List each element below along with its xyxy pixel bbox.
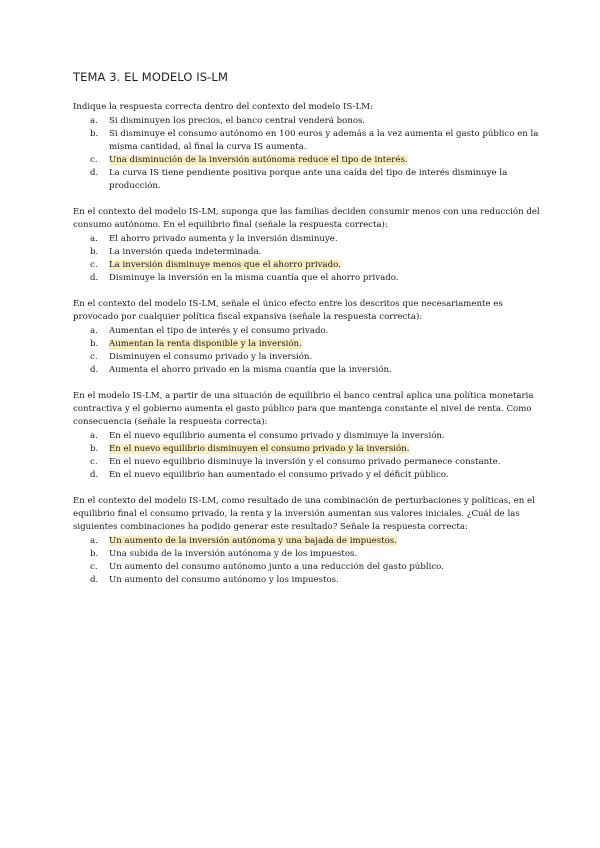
answer-option — [90, 115, 540, 128]
option-text: Si disminuyen los precios, el banco central venderá bonos. — [109, 116, 366, 126]
question-block — [73, 206, 540, 285]
answer-option — [90, 469, 540, 482]
answer-option — [90, 561, 540, 574]
question-stem: En el contexto del modelo IS-LM, suponga que las familias deciden consumir menos con una reducción del consumo autónomo. En el equilibrio final (señale la respuesta correcta): — [73, 207, 540, 230]
option-letter: d. — [90, 273, 99, 283]
option-letter: a. — [90, 116, 98, 126]
option-letter: c. — [90, 260, 98, 270]
option-text: Aumentan la renta disponible y la inversión. — [109, 339, 302, 349]
option-text: Una disminución de la inversión autónoma reduce el tipo de interés. — [109, 155, 408, 165]
option-letter: c. — [90, 562, 98, 572]
option-text: Aumentan el tipo de interés y el consumo privado. — [109, 326, 329, 336]
option-letter: c. — [90, 457, 98, 467]
question-stem: En el contexto del modelo IS-LM, señale el único efecto entre los descritos que necesariamente es provocado por cualquier política fiscal expansiva (señale la respuesta correcta): — [73, 299, 503, 322]
option-text: Una subida de la inversión autónoma y de los impuestos. — [109, 549, 358, 559]
option-text: En el nuevo equilibrio disminuyen el consumo privado y la inversión. — [109, 444, 410, 454]
option-text: Aumenta el ahorro privado en la misma cuantía que la inversión. — [109, 365, 392, 375]
answer-option — [90, 456, 540, 469]
option-letter: a. — [90, 536, 98, 546]
option-text: Disminuye la inversión en la misma cuantía que el ahorro privado. — [109, 273, 399, 283]
option-text: La curva IS tiene pendiente positiva porque ante una caída del tipo de interés disminuye la producción. — [109, 168, 508, 191]
page-title: TEMA 3. EL MODELO IS-LM — [73, 70, 228, 84]
option-text: Un aumento del consumo autónomo y los impuestos. — [109, 575, 339, 585]
option-list — [73, 535, 540, 587]
answer-option-highlighted — [90, 154, 540, 167]
option-letter: b. — [90, 247, 99, 257]
question-block — [73, 495, 540, 587]
answer-option — [90, 233, 540, 246]
question-block — [73, 390, 540, 482]
question-stem: Indique la respuesta correcta dentro del contexto del modelo IS-LM: — [73, 102, 373, 112]
answer-option — [90, 325, 540, 338]
option-text: En el nuevo equilibrio aumenta el consumo privado y disminuye la inversión. — [109, 431, 445, 441]
option-list — [73, 115, 540, 193]
option-letter: d. — [90, 575, 99, 585]
answer-option — [90, 548, 540, 561]
option-text: El ahorro privado aumenta y la inversión disminuye. — [109, 234, 338, 244]
option-text: Un aumento de la inversión autónoma y una bajada de impuestos. — [109, 536, 397, 546]
question-list — [73, 101, 540, 587]
answer-option-highlighted — [90, 338, 540, 351]
question-block — [73, 101, 540, 193]
answer-option — [90, 167, 540, 193]
answer-option-highlighted — [90, 535, 540, 548]
answer-option-highlighted — [90, 259, 540, 272]
answer-option — [90, 351, 540, 364]
option-letter: b. — [90, 339, 99, 349]
option-letter: b. — [90, 129, 99, 139]
question-stem: En el modelo IS-LM, a partir de una situación de equilibrio el banco central aplica una política monetaria contractiva y el gobierno aumenta el gasto público para que mantenga constante el nivel de renta. Como consecuencia (señale la respuesta correcta): — [73, 391, 534, 427]
option-text: Disminuyen el consumo privado y la inversión. — [109, 352, 313, 362]
option-list — [73, 325, 540, 377]
question-stem: En el contexto del modelo IS-LM, como resultado de una combinación de perturbaciones y políticas, en el equilibrio final el consumo privado, la renta y la inversión aumentan sus valores iniciales. ¿Cuál de las siguientes combinaciones ha podido generar este resultado? Señale la respuesta correcta: — [73, 496, 535, 532]
answer-option — [90, 574, 540, 587]
option-letter: c. — [90, 352, 98, 362]
option-letter: b. — [90, 444, 99, 454]
option-letter: d. — [90, 365, 99, 375]
option-letter: a. — [90, 326, 98, 336]
question-block — [73, 298, 540, 377]
option-text: La inversión queda indeterminada. — [109, 247, 262, 257]
option-text: La inversión disminuye menos que el ahorro privado. — [109, 260, 341, 270]
option-letter: c. — [90, 155, 98, 165]
option-text: Un aumento del consumo autónomo junto a una reducción del gasto público. — [109, 562, 444, 572]
option-list — [73, 430, 540, 482]
answer-option-highlighted — [90, 443, 540, 456]
option-letter: a. — [90, 431, 98, 441]
option-letter: d. — [90, 168, 99, 178]
option-text: Si disminuye el consumo autónomo en 100 euros y además a la vez aumenta el gasto público en la misma cantidad, al final la curva IS aumenta. — [109, 129, 539, 152]
answer-option — [90, 430, 540, 443]
answer-option — [90, 364, 540, 377]
option-list — [73, 233, 540, 285]
option-letter: a. — [90, 234, 98, 244]
option-text: En el nuevo equilibrio han aumentado el consumo privado y el déficit público. — [109, 470, 449, 480]
answer-option — [90, 128, 540, 154]
answer-option — [90, 246, 540, 259]
option-letter: d. — [90, 470, 99, 480]
answer-option — [90, 272, 540, 285]
option-text: En el nuevo equilibrio disminuye la inversión y el consumo privado permanece constante. — [109, 457, 501, 467]
option-letter: b. — [90, 549, 99, 559]
